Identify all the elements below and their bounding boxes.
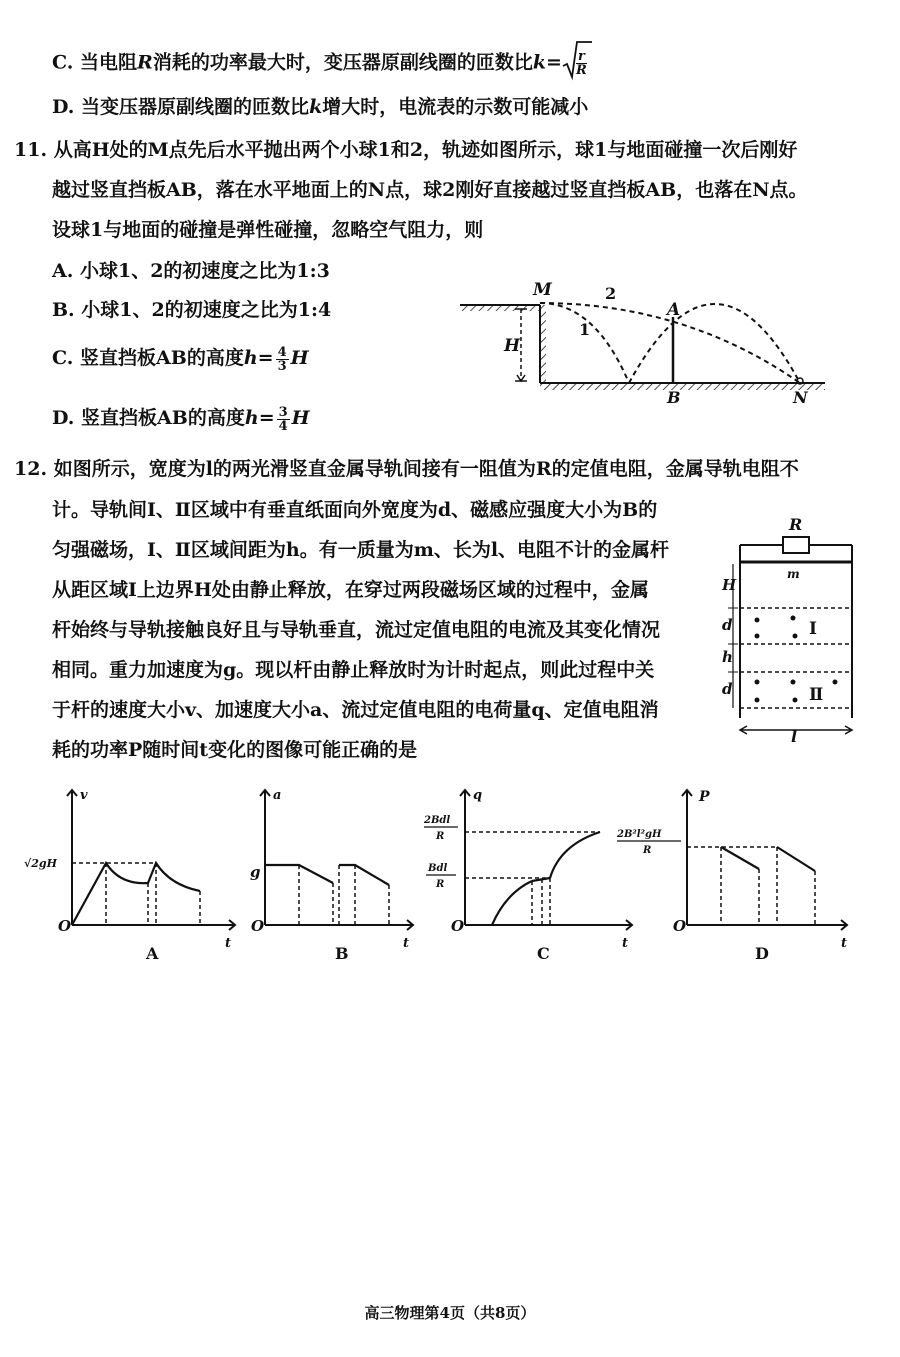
graph-c[interactable] (420, 785, 640, 965)
q11-stem-line-2: 越过竖直挡板AB，落在水平地面上的N点，球2刚好直接越过竖直挡板AB，也落在N点。 (52, 179, 808, 201)
label-d-region-1: d (722, 616, 733, 634)
q10-option-d[interactable]: D. 当变压器原副线圈的匝数比k增大时，电流表的示数可能减小 (52, 96, 589, 118)
q12-stem-line-2: 计。导轨间Ⅰ、Ⅱ区域中有垂直纸面向外宽度为d、磁感应强度大小为B的 (52, 499, 658, 521)
svg-text:P: P (699, 789, 710, 805)
svg-text:O: O (58, 917, 72, 935)
label-region-1: Ⅰ (809, 619, 817, 639)
svg-text:O: O (673, 917, 687, 935)
label-l: l (791, 727, 798, 746)
svg-text:t: t (841, 936, 848, 951)
q11-stem-line-3: 设球1与地面的碰撞是弹性碰撞，忽略空气阻力，则 (52, 219, 484, 241)
label-B: B (667, 388, 681, 407)
svg-text:Bdl: Bdl (428, 863, 448, 874)
q12-stem-line-5: 杆始终与导轨接触良好且与导轨垂直，流过定值电阻的电流及其变化情况 (52, 619, 661, 641)
label-d-region-2: d (722, 680, 733, 698)
svg-text:v: v (80, 788, 88, 803)
label-A: A (667, 300, 681, 320)
q12-stem-line-7: 于杆的速度大小v、加速度大小a、流过定值电阻的电荷量q、定值电阻消 (52, 699, 659, 721)
label-ball-1: 1 (579, 320, 591, 339)
graph-b[interactable] (235, 785, 420, 965)
svg-text:O: O (251, 917, 265, 935)
resistor-symbol (783, 537, 809, 553)
label-M: M (533, 280, 552, 300)
svg-text:2B²l²gH: 2B²l²gH (617, 829, 662, 840)
svg-text:O: O (451, 917, 465, 935)
q11-option-c[interactable]: C. 竖直挡板AB的高度h= $\frac{4}{3}$ H (52, 344, 309, 374)
q12-rail-figure (722, 510, 865, 746)
q11-stem-line-1: 11. 从高H处的M点先后水平抛出两个小球1和2，轨迹如图所示，球1与地面碰撞一次后刚好 (14, 139, 798, 161)
q11-option-a[interactable]: A. 小球1、2的初速度之比为1:3 (52, 260, 330, 282)
label-H: H (722, 576, 737, 594)
graph-d-caption: D (755, 944, 769, 963)
svg-text:√2gH: √2gH (24, 857, 57, 870)
label-R: R (789, 515, 803, 534)
svg-text:t: t (403, 936, 410, 951)
q12-stem-line-3: 匀强磁场，Ⅰ、Ⅱ区域间距为h。有一质量为m、长为l、电阻不计的金属杆 (52, 539, 670, 561)
q12-stem-line-8: 耗的功率P随时间t变化的图像可能正确的是 (52, 739, 418, 761)
graph-a-caption: A (146, 944, 159, 963)
fraction-r-over-R: $\frac{r}{R}$ (575, 49, 587, 78)
magnetic-field-dots-region-1 (755, 616, 798, 639)
magnetic-field-dots-region-2 (755, 680, 838, 703)
svg-text:t: t (622, 936, 629, 951)
svg-text:q: q (473, 788, 483, 803)
svg-text:R: R (436, 831, 445, 842)
graph-b-caption: B (335, 944, 349, 963)
label-N: N (793, 388, 808, 407)
q10-option-c[interactable]: C. 当电阻R消耗的功率最大时，变压器原副线圈的匝数比k= $\frac{r}{R}$ (52, 40, 589, 87)
page-footer: 高三物理第4页（共8页） (364, 1304, 536, 1322)
svg-text:R: R (436, 879, 445, 890)
svg-text:R: R (643, 845, 652, 856)
label-region-2: Ⅱ (809, 685, 824, 705)
q11-option-d[interactable]: D. 竖直挡板AB的高度h= $\frac{3}{4}$ H (52, 404, 310, 434)
graph-d[interactable] (615, 785, 855, 965)
label-h: h (722, 648, 733, 666)
q12-stem-line-6: 相同。重力加速度为g。现以杆由静止释放时为计时起点，则此过程中关 (52, 659, 655, 681)
svg-text:g: g (250, 863, 261, 881)
label-m: m (787, 567, 800, 581)
label-H: H (504, 336, 521, 356)
q11-option-b[interactable]: B. 小球1、2的初速度之比为1:4 (52, 299, 332, 321)
graph-a[interactable] (20, 785, 245, 965)
q12-stem-line-1: 12. 如图所示，宽度为l的两光滑竖直金属导轨间接有一阻值为R的定值电阻，金属导轨电阻不 (14, 458, 799, 480)
graph-c-caption: C (537, 944, 550, 963)
svg-text:t: t (225, 936, 232, 951)
svg-text:2Bdl: 2Bdl (424, 815, 451, 826)
svg-text:a: a (273, 788, 282, 803)
q11-trajectory-figure (455, 275, 835, 405)
label-ball-2: 2 (605, 284, 617, 303)
q12-stem-line-4: 从距区域Ⅰ上边界H处由静止释放，在穿过两段磁场区域的过程中，金属 (52, 579, 649, 601)
